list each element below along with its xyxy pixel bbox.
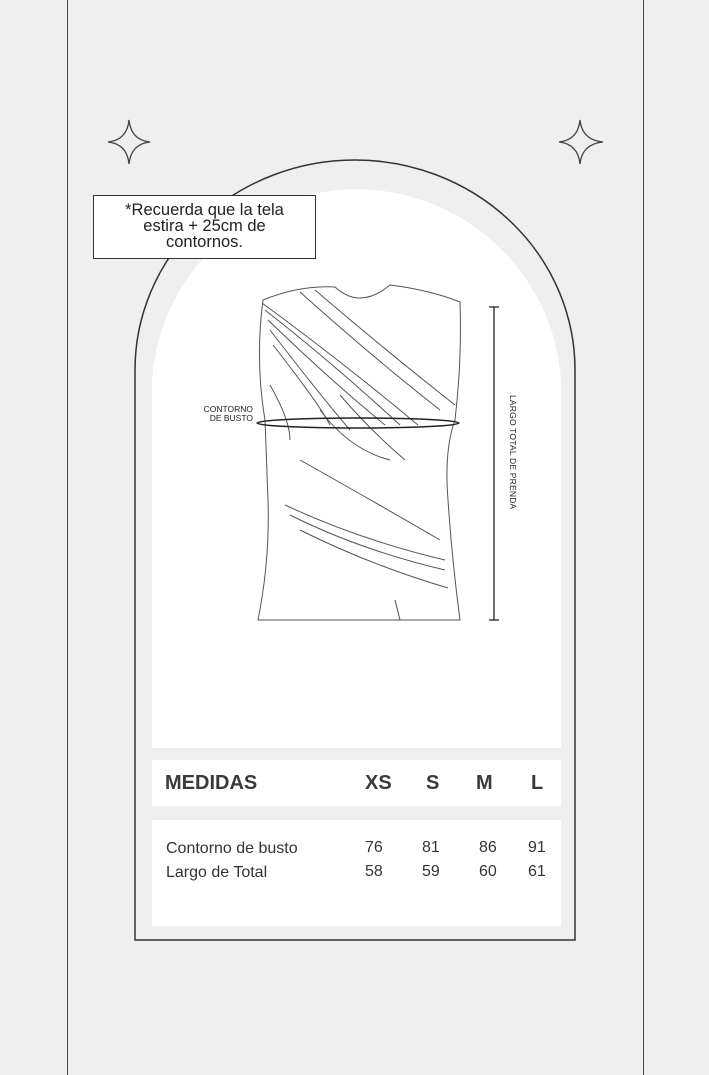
bust-label xyxy=(180,405,253,423)
note-line-3: contornos. xyxy=(165,233,244,251)
bust-label-line1: CONTORNO xyxy=(203,404,253,414)
size-m: M xyxy=(476,772,493,794)
row-bust-xs: 76 xyxy=(365,839,383,856)
row-bust-l: 91 xyxy=(528,839,546,856)
size-l: L xyxy=(531,772,544,794)
size-table-header xyxy=(152,760,561,806)
row-bust-s: 81 xyxy=(422,839,440,856)
size-xs: XS xyxy=(365,772,392,794)
row-bust-m: 86 xyxy=(479,839,497,856)
row-length-label: Largo de Total xyxy=(166,864,268,881)
row-length-l: 61 xyxy=(528,863,546,880)
row-length-m: 60 xyxy=(479,863,497,880)
stretch-note xyxy=(93,195,316,259)
size-table-body xyxy=(152,820,561,926)
table-title: MEDIDAS xyxy=(165,772,258,794)
row-bust-label: Contorno de busto xyxy=(166,840,298,857)
length-label: LARGO TOTAL DE PRENDA xyxy=(508,395,518,510)
note-line-1: *Recuerda que la tela xyxy=(125,201,284,219)
size-s: S xyxy=(426,772,440,794)
note-line-2: estira + 25cm de xyxy=(143,217,266,235)
row-length-s: 59 xyxy=(422,863,440,880)
bust-label-line2: DE BUSTO xyxy=(209,413,253,423)
row-length-xs: 58 xyxy=(365,863,383,880)
